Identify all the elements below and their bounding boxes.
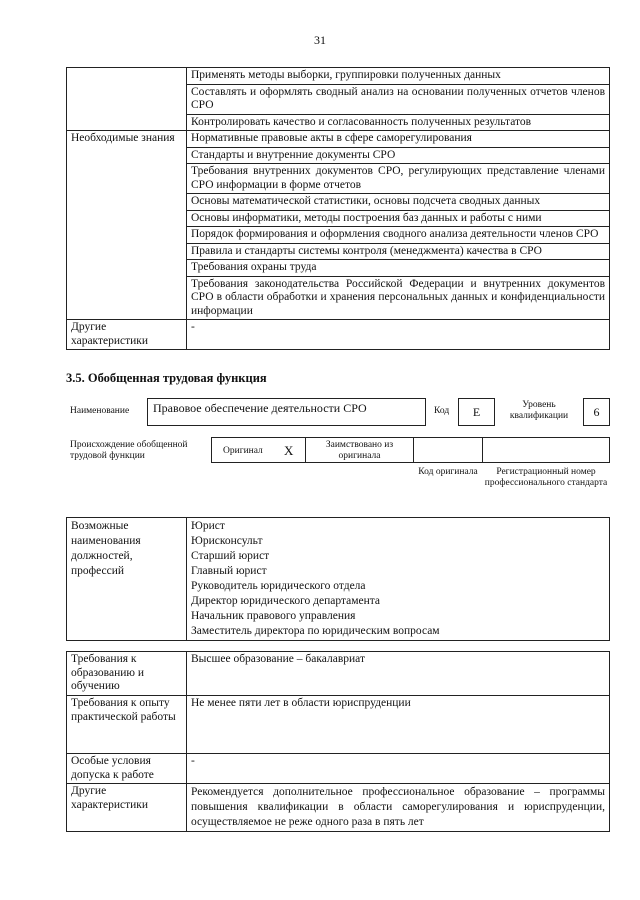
- req-label: Требования к опыту практической работы: [67, 696, 187, 754]
- req-value: -: [187, 754, 610, 784]
- list-item: Основы математической статистики, основы подсчета сводных данных: [187, 194, 610, 211]
- list-item: Юрисконсульт: [191, 535, 263, 547]
- list-item: Требования законодательства Российской Федерации и внутренних документов СРО в области обработки и хранения персональных данных и конфиденциальности информации: [187, 276, 610, 320]
- list-item: Основы информатики, методы построения баз данных и работы с ними: [187, 210, 610, 227]
- skills-knowledge-table: [66, 67, 610, 350]
- req-value: Не менее пяти лет в области юриспруденции: [187, 696, 610, 754]
- level-label: Уровень квалификации: [509, 400, 569, 421]
- borrowed-label: Заимствовано из оригинала: [325, 440, 394, 461]
- original-cell: [211, 437, 306, 463]
- positions-list: [187, 518, 610, 641]
- list-item: Применять методы выборки, группировки полученных данных: [187, 68, 610, 85]
- code-original-cell: [413, 437, 483, 463]
- requirements-table: [66, 651, 610, 832]
- table-row: [67, 784, 610, 832]
- name-value: Правовое обеспечение деятельности СРО: [153, 401, 367, 415]
- section-heading: 3.5. Обобщенная трудовая функция: [66, 371, 267, 385]
- code-label: Код: [434, 406, 450, 416]
- req-label: Другие характеристики: [67, 784, 187, 832]
- list-item: Стандарты и внутренние документы СРО: [187, 147, 610, 164]
- original-mark: X: [284, 443, 294, 458]
- table-row: [67, 754, 610, 784]
- level-value-box: [583, 398, 610, 426]
- level-value: 6: [593, 405, 600, 419]
- list-item: Главный юрист: [191, 565, 267, 577]
- list-item: Порядок формирования и оформления сводного анализа деятельности членов СРО: [187, 227, 610, 244]
- reg-number-caption: Регистрационный номер профессионального стандарта: [484, 467, 608, 488]
- code-value-box: [458, 398, 495, 426]
- table-row: [67, 68, 610, 85]
- list-item: Юрист: [191, 520, 225, 532]
- list-item: Нормативные правовые акты в сфере саморегулирования: [187, 131, 610, 148]
- original-label: Оригинал: [223, 446, 263, 456]
- row-label-knowledge: Необходимые знания: [67, 131, 187, 320]
- list-item: Старший юрист: [191, 550, 270, 562]
- positions-table: [66, 517, 610, 641]
- req-label: Особые условия допуска к работе: [67, 754, 187, 784]
- table-row: [67, 518, 610, 641]
- table-row: [67, 696, 610, 754]
- list-item: Контролировать качество и согласованность полученных результатов: [187, 114, 610, 131]
- list-item: Составлять и оформлять сводный анализ на основании полученных отчетов членов СРО: [187, 84, 610, 114]
- positions-label: Возможные наименования должностей, профессий: [67, 518, 187, 641]
- list-item: Требования внутренних документов СРО, регулирующих представление членами СРО информации в форме отчетов: [187, 164, 610, 194]
- table-row: [67, 652, 610, 696]
- req-value: Высшее образование – бакалавриат: [187, 652, 610, 696]
- list-item: Правила и стандарты системы контроля (менеджмента) качества в СРО: [187, 243, 610, 260]
- list-item: Заместитель директора по юридическим вопросам: [191, 625, 440, 637]
- code-original-caption: Код оригинала: [418, 467, 478, 477]
- code-value: E: [472, 405, 481, 419]
- table-row: [67, 320, 610, 350]
- name-label: Наименование: [70, 406, 130, 416]
- req-value: Рекомендуется дополнительное профессиональное образование – программы повышения квалификации в области саморегулирования и юриспруденции, осуществляемое не реже одного раза в пять лет: [187, 784, 610, 832]
- reg-number-cell: [482, 437, 610, 463]
- table-row: [67, 131, 610, 148]
- list-item: Руководитель юридического отдела: [191, 580, 366, 592]
- origin-label: Происхождение обобщенной трудовой функции: [70, 440, 188, 461]
- borrowed-cell: [305, 437, 414, 463]
- row-label: [67, 68, 187, 131]
- list-item: Требования охраны труда: [187, 260, 610, 277]
- list-item: Директор юридического департамента: [191, 595, 381, 607]
- name-value-box: [147, 398, 426, 426]
- list-item: Начальник правового управления: [191, 610, 356, 622]
- row-label-other: Другие характеристики: [67, 320, 187, 350]
- req-label: Требования к образованию и обучению: [67, 652, 187, 696]
- list-item: -: [187, 320, 610, 350]
- page-number: 31: [314, 33, 326, 47]
